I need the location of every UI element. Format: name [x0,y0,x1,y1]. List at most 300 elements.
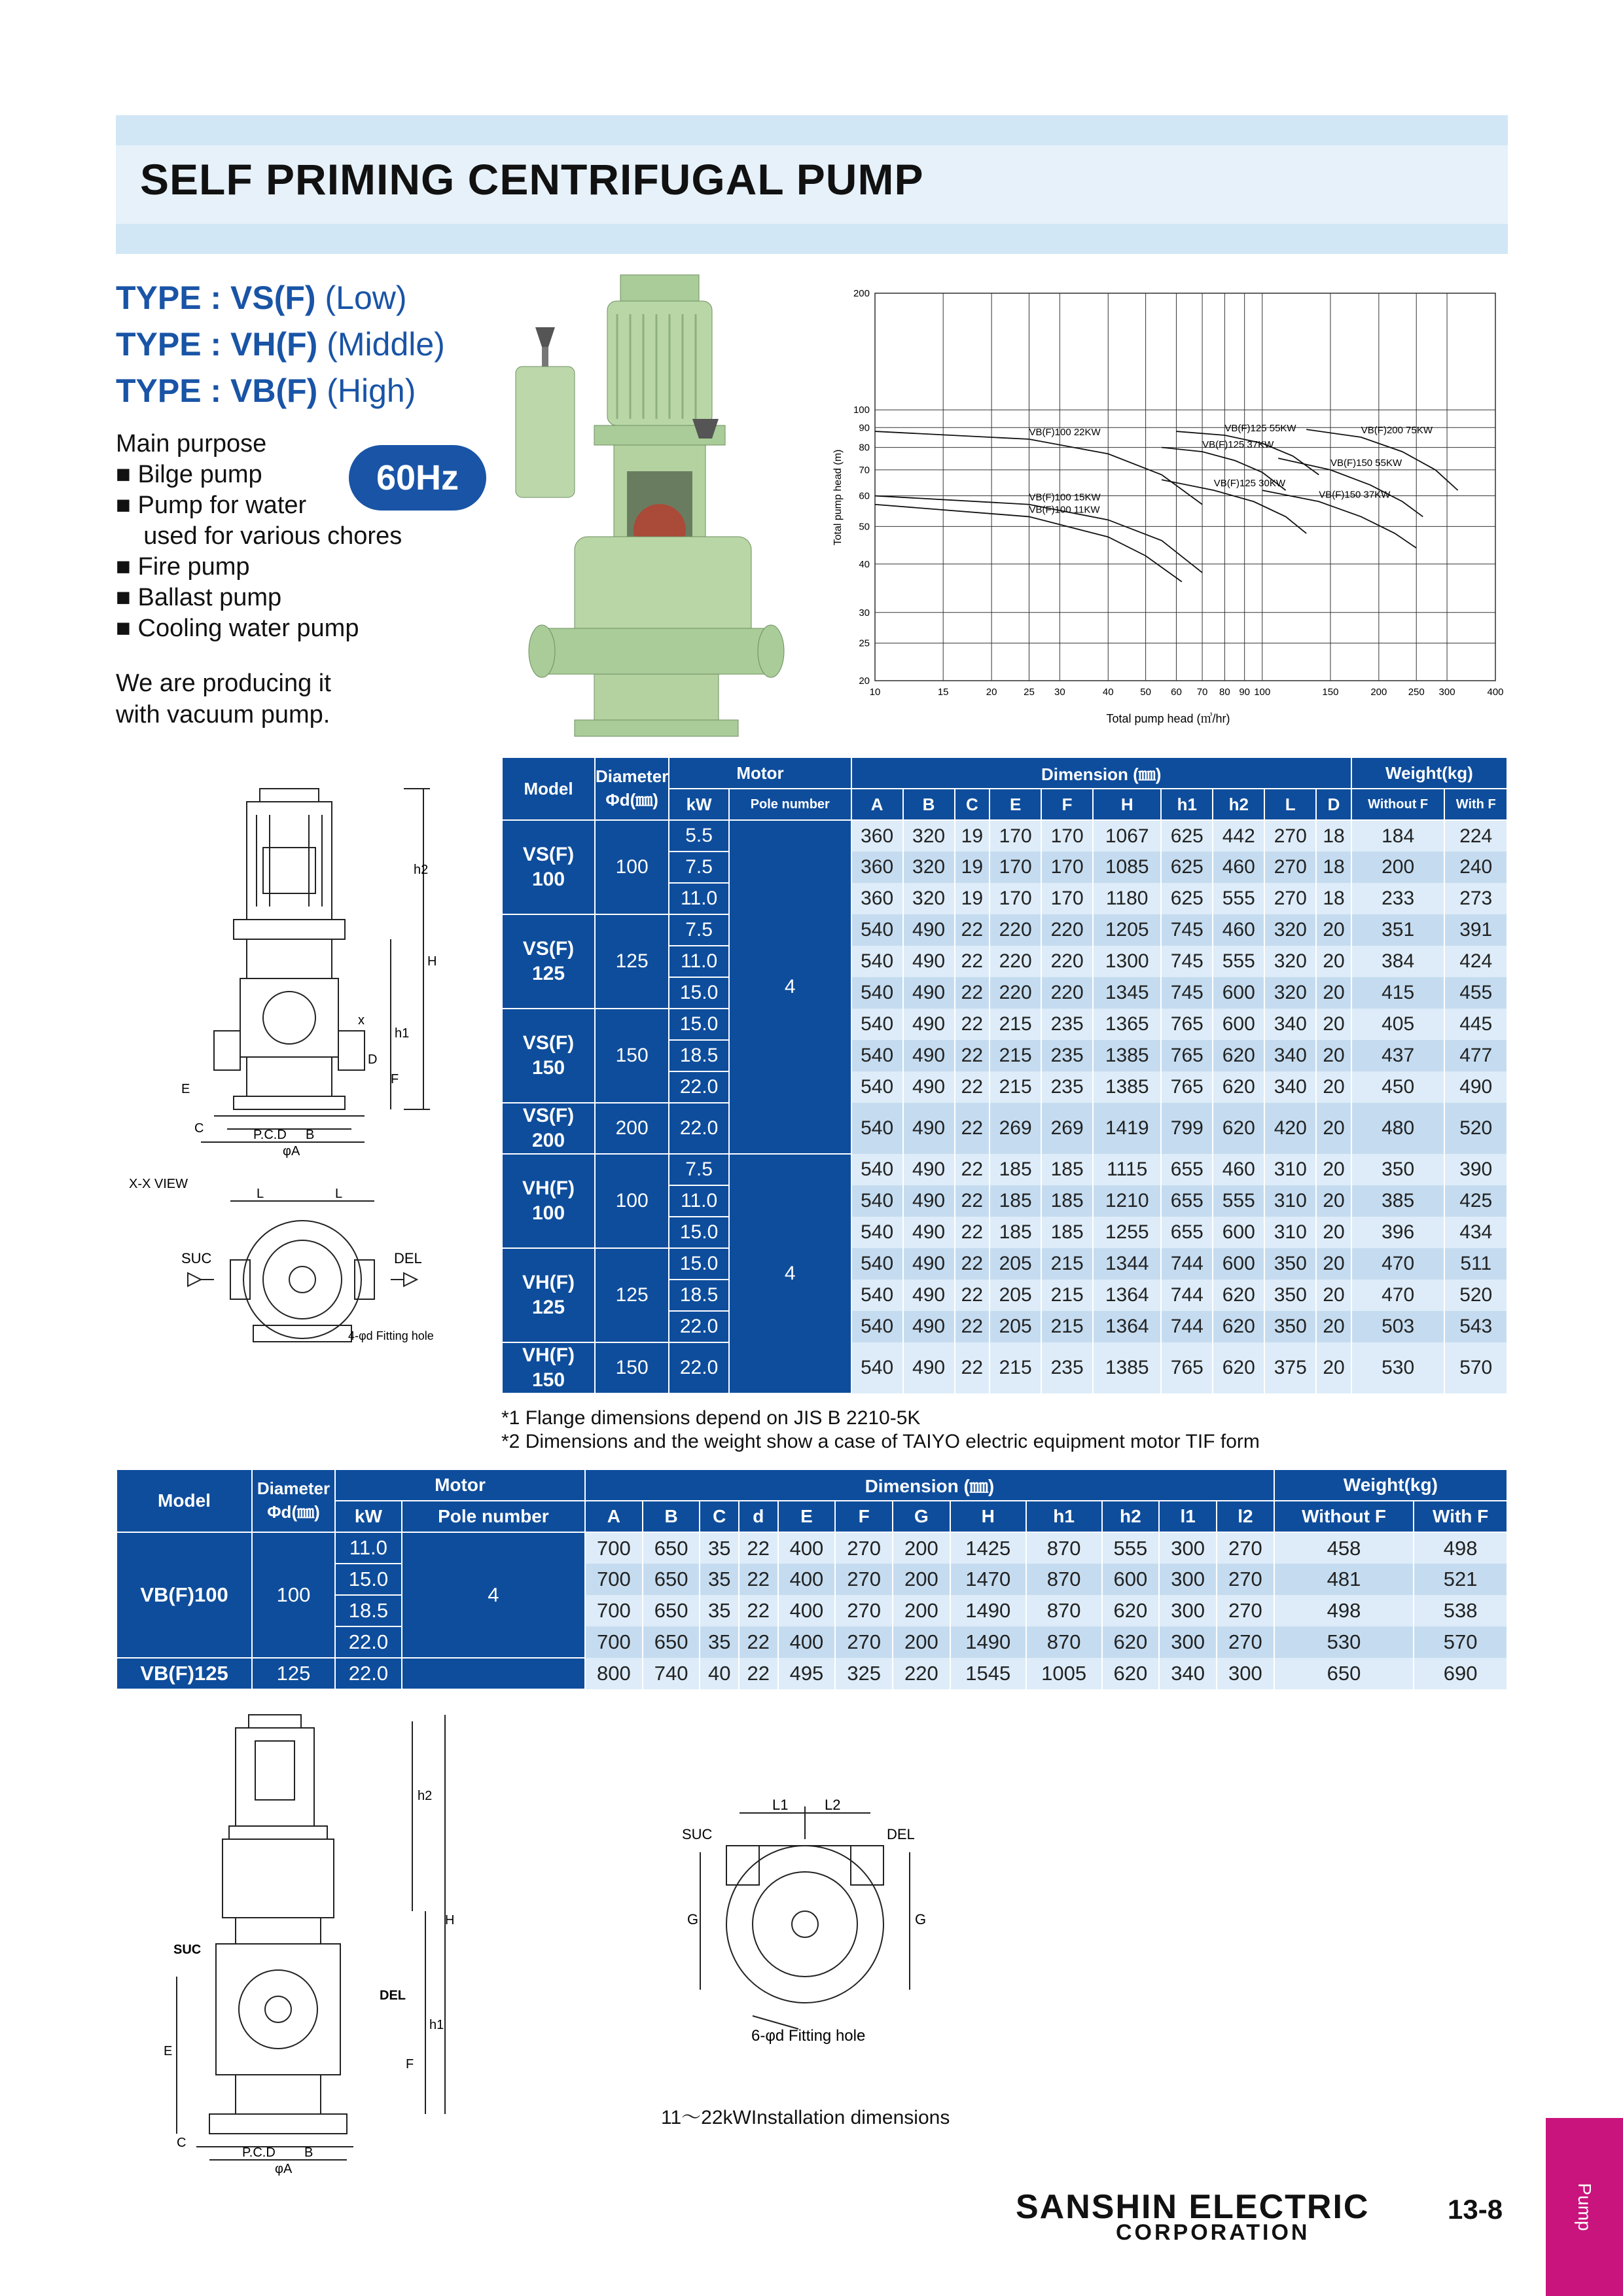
chart-y-tick-label: 25 [859,637,870,649]
value-cell: 521 [1414,1564,1507,1595]
value-cell: 540 [851,977,903,1009]
col-weight: Weight(kg) [1351,757,1507,789]
value-cell: 1425 [950,1532,1026,1564]
value-cell: 1115 [1093,1154,1161,1185]
value-cell: 235 [1041,1040,1093,1071]
value-cell: 700 [585,1595,643,1626]
value-cell: 650 [643,1532,700,1564]
dim-label-h1: h1 [395,1026,410,1041]
value-cell: 1005 [1026,1658,1102,1689]
value-cell: 655 [1161,1185,1213,1217]
value-cell: 220 [990,946,1041,977]
dim-label-B: B [306,1128,315,1142]
kw-cell: 18.5 [669,1040,729,1071]
value-cell: 520 [1444,1103,1507,1154]
value-cell: 600 [1213,1009,1264,1040]
col-diameter: Diameter Φd(㎜) [252,1469,335,1532]
del-label: DEL [394,1250,422,1266]
value-cell: 1545 [950,1658,1026,1689]
value-cell: 600 [1102,1564,1160,1595]
value-cell: 20 [1316,1248,1351,1280]
chart-x-tick-label: 60 [1171,687,1182,698]
value-cell: 200 [1351,852,1445,883]
chart-x-tick-label: 40 [1102,687,1114,698]
value-cell: 620 [1213,1342,1264,1393]
type-vs-sub: (Low) [325,279,407,316]
performance-chart [828,275,1508,733]
footnote-2: *2 Dimensions and the weight show a case of TAIYO electric equipment motor TIF form [501,1431,1260,1452]
value-cell: 520 [1444,1280,1507,1311]
chart-y-tick-label: 100 [853,404,870,416]
chart-series-label: VB(F)125 55KW [1224,422,1296,434]
table-row [116,1532,1507,1564]
value-cell: 405 [1351,1009,1445,1040]
value-cell: 765 [1161,1342,1213,1393]
value-cell: 350 [1264,1280,1316,1311]
value-cell: 511 [1444,1248,1507,1280]
value-cell: 744 [1161,1280,1213,1311]
value-cell: 22 [955,977,990,1009]
value-cell: 477 [1444,1040,1507,1071]
value-cell: 360 [851,820,903,852]
col-dim-B: B [903,789,955,820]
value-cell: 745 [1161,914,1213,946]
value-cell: 490 [903,977,955,1009]
value-cell: 570 [1444,1342,1507,1393]
value-cell: 350 [1264,1248,1316,1280]
value-cell: 18 [1316,883,1351,914]
value-cell: 540 [851,1311,903,1342]
value-cell: 600 [1213,977,1264,1009]
value-cell: 360 [851,852,903,883]
diameter-cell: 200 [595,1103,669,1154]
value-cell: 620 [1213,1103,1264,1154]
value-cell: 460 [1213,914,1264,946]
value-cell: 625 [1161,883,1213,914]
value-cell: 310 [1264,1217,1316,1248]
value-cell: 765 [1161,1009,1213,1040]
col-motor: Motor [669,757,851,789]
value-cell: 300 [1159,1532,1217,1564]
value-cell: 540 [851,1217,903,1248]
dim-label-phiA: φA [283,1144,300,1158]
col-dim-B: B [643,1501,700,1532]
value-cell: 270 [1217,1564,1274,1595]
value-cell: 215 [990,1071,1041,1103]
value-cell: 270 [1217,1532,1274,1564]
value-cell: 220 [893,1658,950,1689]
value-cell: 490 [903,1248,955,1280]
del-label: DEL [380,1988,406,2003]
col-dim-h1: h1 [1026,1501,1102,1532]
col-weight: Weight(kg) [1274,1469,1507,1501]
model-cell: VB(F)125 [116,1658,252,1689]
vacuum-note-line: with vacuum pump. [116,701,330,728]
chart-xlabel: Total pump head (㎥/hr) [1106,712,1230,725]
pole-cell: 4 [729,820,851,1154]
value-cell: 351 [1351,914,1445,946]
value-cell: 745 [1161,946,1213,977]
value-cell: 170 [990,820,1041,852]
col-dim-C: C [955,789,990,820]
diameter-cell: 150 [595,1009,669,1103]
model-cell: VS(F) 200 [502,1103,595,1154]
type-vh-sub: (Middle) [327,326,445,363]
dim-label-G: G [687,1911,699,1928]
dim-label-L2: L2 [825,1797,841,1813]
suc-label: SUC [173,1943,202,1957]
value-cell: 1490 [950,1626,1026,1658]
value-cell: 620 [1102,1658,1160,1689]
vb-plan-drawing [668,1793,942,2055]
value-cell: 490 [903,1342,955,1393]
value-cell: 220 [1041,977,1093,1009]
kw-cell: 11.0 [669,883,729,914]
value-cell: 200 [893,1532,950,1564]
value-cell: 1365 [1093,1009,1161,1040]
value-cell: 22 [955,1103,990,1154]
fitting-hole-label: 6-φd Fitting hole [751,2027,866,2045]
type-vs-label: TYPE : VS(F) [116,279,316,316]
value-cell: 20 [1316,1185,1351,1217]
col-weight-with: With F [1414,1501,1507,1532]
value-cell: 184 [1351,820,1445,852]
value-cell: 200 [893,1626,950,1658]
kw-cell: 15.0 [669,1217,729,1248]
purpose-item: ■ Pump for water [116,492,307,519]
vb-dimension-drawing [137,1702,504,2176]
chart-series-line [875,505,1182,582]
dim-label-E: E [181,1082,190,1096]
col-dimension: Dimension (㎜) [585,1469,1274,1501]
purpose-heading: Main purpose [116,430,267,457]
model-cell: VH(F) 100 [502,1154,595,1248]
value-cell: 19 [955,883,990,914]
value-cell: 350 [1351,1154,1445,1185]
value-cell: 1180 [1093,883,1161,914]
value-cell: 620 [1213,1071,1264,1103]
col-motor: Motor [335,1469,585,1501]
value-cell: 400 [778,1564,836,1595]
value-cell: 35 [700,1626,739,1658]
value-cell: 700 [585,1626,643,1658]
value-cell: 530 [1351,1342,1445,1393]
dim-label-E: E [164,2044,173,2058]
value-cell: 437 [1351,1040,1445,1071]
value-cell: 655 [1161,1217,1213,1248]
kw-cell: 7.5 [669,1154,729,1185]
value-cell: 185 [990,1185,1041,1217]
value-cell: 170 [990,883,1041,914]
chart-frame [875,293,1495,681]
value-cell: 20 [1316,977,1351,1009]
value-cell: 620 [1102,1626,1160,1658]
value-cell: 19 [955,852,990,883]
page-title: SELF PRIMING CENTRIFUGAL PUMP [140,155,924,204]
value-cell: 340 [1264,1009,1316,1040]
value-cell: 555 [1102,1532,1160,1564]
chart-y-tick-label: 60 [859,490,870,502]
value-cell: 503 [1351,1311,1445,1342]
value-cell: 35 [700,1564,739,1595]
value-cell: 655 [1161,1154,1213,1185]
value-cell: 273 [1444,883,1507,914]
chart-x-tick-label: 150 [1322,687,1339,698]
value-cell: 220 [990,977,1041,1009]
dim-label-x: x [358,1013,365,1028]
value-cell: 490 [1444,1071,1507,1103]
value-cell: 205 [990,1280,1041,1311]
kw-cell: 5.5 [669,820,729,852]
value-cell: 170 [990,852,1041,883]
col-dimension: Dimension (㎜) [851,757,1351,789]
value-cell: 540 [851,914,903,946]
value-cell: 495 [778,1658,836,1689]
value-cell: 40 [700,1658,739,1689]
value-cell: 540 [851,1154,903,1185]
value-cell: 425 [1444,1185,1507,1217]
chart-x-tick-label: 70 [1196,687,1208,698]
value-cell: 870 [1026,1595,1102,1626]
value-cell: 205 [990,1311,1041,1342]
suc-label: SUC [181,1250,212,1266]
value-cell: 1385 [1093,1040,1161,1071]
dim-label-D: D [368,1052,378,1067]
table-row [502,1248,1507,1280]
value-cell: 215 [990,1342,1041,1393]
value-cell: 390 [1444,1154,1507,1185]
value-cell: 20 [1316,1217,1351,1248]
value-cell: 270 [835,1564,893,1595]
value-cell: 270 [835,1595,893,1626]
dim-label-h2: h2 [414,863,429,877]
col-dim-H: H [950,1501,1026,1532]
value-cell: 490 [903,914,955,946]
value-cell: 205 [990,1248,1041,1280]
dim-label-H: H [445,1913,455,1928]
chart-series-label: VB(F)100 22KW [1029,427,1101,439]
value-cell: 235 [1041,1071,1093,1103]
value-cell: 270 [1264,883,1316,914]
value-cell: 20 [1316,1280,1351,1311]
table-row [502,1342,1507,1393]
value-cell: 650 [643,1595,700,1626]
dim-label-B: B [304,2145,313,2160]
value-cell: 310 [1264,1154,1316,1185]
value-cell: 540 [851,1103,903,1154]
value-cell: 470 [1351,1280,1445,1311]
value-cell: 540 [851,1071,903,1103]
kw-cell: 11.0 [669,1185,729,1217]
value-cell: 1210 [1093,1185,1161,1217]
value-cell: 270 [1217,1626,1274,1658]
dim-label-F: F [406,2057,414,2072]
dim-label-L: L [335,1187,343,1201]
col-kw: kW [669,789,729,820]
dim-label-L: L [257,1187,264,1201]
value-cell: 744 [1161,1311,1213,1342]
chart-y-tick-label: 90 [859,422,870,434]
value-cell: 620 [1213,1040,1264,1071]
chart-x-tick-label: 30 [1054,687,1065,698]
value-cell: 375 [1264,1342,1316,1393]
footnote-1: *1 Flange dimensions depend on JIS B 2210-5K [501,1407,921,1429]
chart-y-tick-label: 20 [859,675,870,687]
value-cell: 540 [851,1009,903,1040]
col-model: Model [116,1469,252,1532]
value-cell: 20 [1316,1311,1351,1342]
value-cell: 20 [1316,1040,1351,1071]
value-cell: 490 [903,1217,955,1248]
value-cell: 650 [1274,1658,1414,1689]
value-cell: 310 [1264,1185,1316,1217]
col-dim-l2: l2 [1217,1501,1274,1532]
value-cell: 700 [585,1532,643,1564]
pump-photo [503,275,810,740]
value-cell: 470 [1351,1248,1445,1280]
value-cell: 270 [1264,820,1316,852]
value-cell: 1205 [1093,914,1161,946]
dim-label-C: C [194,1121,204,1136]
value-cell: 690 [1414,1658,1507,1689]
table-row [502,1009,1507,1040]
value-cell: 270 [835,1626,893,1658]
value-cell: 391 [1444,914,1507,946]
col-model: Model [502,757,595,820]
value-cell: 1364 [1093,1280,1161,1311]
value-cell: 20 [1316,1342,1351,1393]
value-cell: 434 [1444,1217,1507,1248]
kw-cell: 22.0 [335,1626,402,1658]
value-cell: 625 [1161,852,1213,883]
header-stripe-top [116,115,1508,145]
kw-cell: 7.5 [669,852,729,883]
value-cell: 300 [1159,1564,1217,1595]
value-cell: 1300 [1093,946,1161,977]
value-cell: 400 [778,1595,836,1626]
value-cell: 18 [1316,820,1351,852]
purpose-item: used for various chores [116,522,402,550]
dim-label-h1: h1 [429,2018,444,2032]
col-dim-d: d [739,1501,778,1532]
value-cell: 220 [990,914,1041,946]
chart-series-label: VB(F)150 37KW [1319,489,1391,501]
kw-cell: 15.0 [669,1248,729,1280]
value-cell: 22 [955,914,990,946]
value-cell: 320 [903,820,955,852]
purpose-item: ■ Ballast pump [116,584,282,611]
value-cell: 870 [1026,1532,1102,1564]
kw-cell: 15.0 [669,977,729,1009]
value-cell: 480 [1351,1103,1445,1154]
chart-series-label: VB(F)125 37KW [1202,439,1274,451]
value-cell: 540 [851,946,903,977]
value-cell: 215 [990,1009,1041,1040]
kw-cell: 11.0 [669,946,729,977]
pole-cell: 4 [729,1154,851,1393]
value-cell: 555 [1213,883,1264,914]
kw-cell: 22.0 [335,1658,402,1689]
value-cell: 300 [1217,1658,1274,1689]
value-cell: 490 [903,1185,955,1217]
vacuum-note [116,668,331,730]
value-cell: 530 [1274,1626,1414,1658]
value-cell: 620 [1102,1595,1160,1626]
value-cell: 22 [955,1342,990,1393]
model-cell: VH(F) 150 [502,1342,595,1393]
xx-view-label: X-X VIEW [129,1177,188,1191]
value-cell: 300 [1159,1595,1217,1626]
value-cell: 185 [1041,1154,1093,1185]
purpose-item: ■ Cooling water pump [116,615,359,642]
kw-cell: 18.5 [669,1280,729,1311]
value-cell: 445 [1444,1009,1507,1040]
dim-label-G: G [915,1911,927,1928]
header-stripe-bottom [116,224,1508,254]
section-tab[interactable] [1546,2118,1623,2296]
value-cell: 745 [1161,977,1213,1009]
type-vs [116,279,407,317]
kw-cell: 22.0 [669,1311,729,1342]
value-cell: 350 [1264,1311,1316,1342]
type-vh-label: TYPE : VH(F) [116,326,318,363]
col-dim-l1: l1 [1159,1501,1217,1532]
vs-vh-dimension-drawing [116,776,482,1365]
value-cell: 481 [1274,1564,1414,1595]
chart-series-label: VB(F)125 30KW [1213,478,1286,490]
value-cell: 625 [1161,820,1213,852]
value-cell: 22 [955,946,990,977]
page-number: 13-8 [1448,2194,1503,2225]
vs-vh-spec-table [501,757,1508,1394]
value-cell: 650 [643,1564,700,1595]
value-cell: 442 [1213,820,1264,852]
dim-label-F: F [391,1072,399,1086]
value-cell: 540 [851,1280,903,1311]
table-row [502,1154,1507,1185]
chart-x-tick-label: 200 [1370,687,1387,698]
value-cell: 18 [1316,852,1351,883]
pole-cell [402,1658,585,1689]
value-cell: 200 [893,1564,950,1595]
value-cell: 20 [1316,1071,1351,1103]
value-cell: 540 [851,1040,903,1071]
value-cell: 20 [1316,1154,1351,1185]
value-cell: 320 [903,883,955,914]
value-cell: 325 [835,1658,893,1689]
diameter-cell: 150 [595,1342,669,1393]
value-cell: 490 [903,1103,955,1154]
value-cell: 170 [1041,883,1093,914]
value-cell: 320 [1264,977,1316,1009]
table-row [502,820,1507,852]
section-tab-label: Pump [1575,2183,1595,2231]
value-cell: 540 [851,1342,903,1393]
value-cell: 460 [1213,852,1264,883]
value-cell: 1490 [950,1595,1026,1626]
chart-series-line [1176,431,1319,475]
value-cell: 460 [1213,1154,1264,1185]
col-dim-G: G [893,1501,950,1532]
value-cell: 490 [903,1311,955,1342]
model-cell: VB(F)100 [116,1532,252,1658]
value-cell: 235 [1041,1009,1093,1040]
value-cell: 1385 [1093,1071,1161,1103]
value-cell: 20 [1316,914,1351,946]
value-cell: 498 [1274,1595,1414,1626]
value-cell: 22 [739,1595,778,1626]
pole-cell: 4 [402,1532,585,1658]
